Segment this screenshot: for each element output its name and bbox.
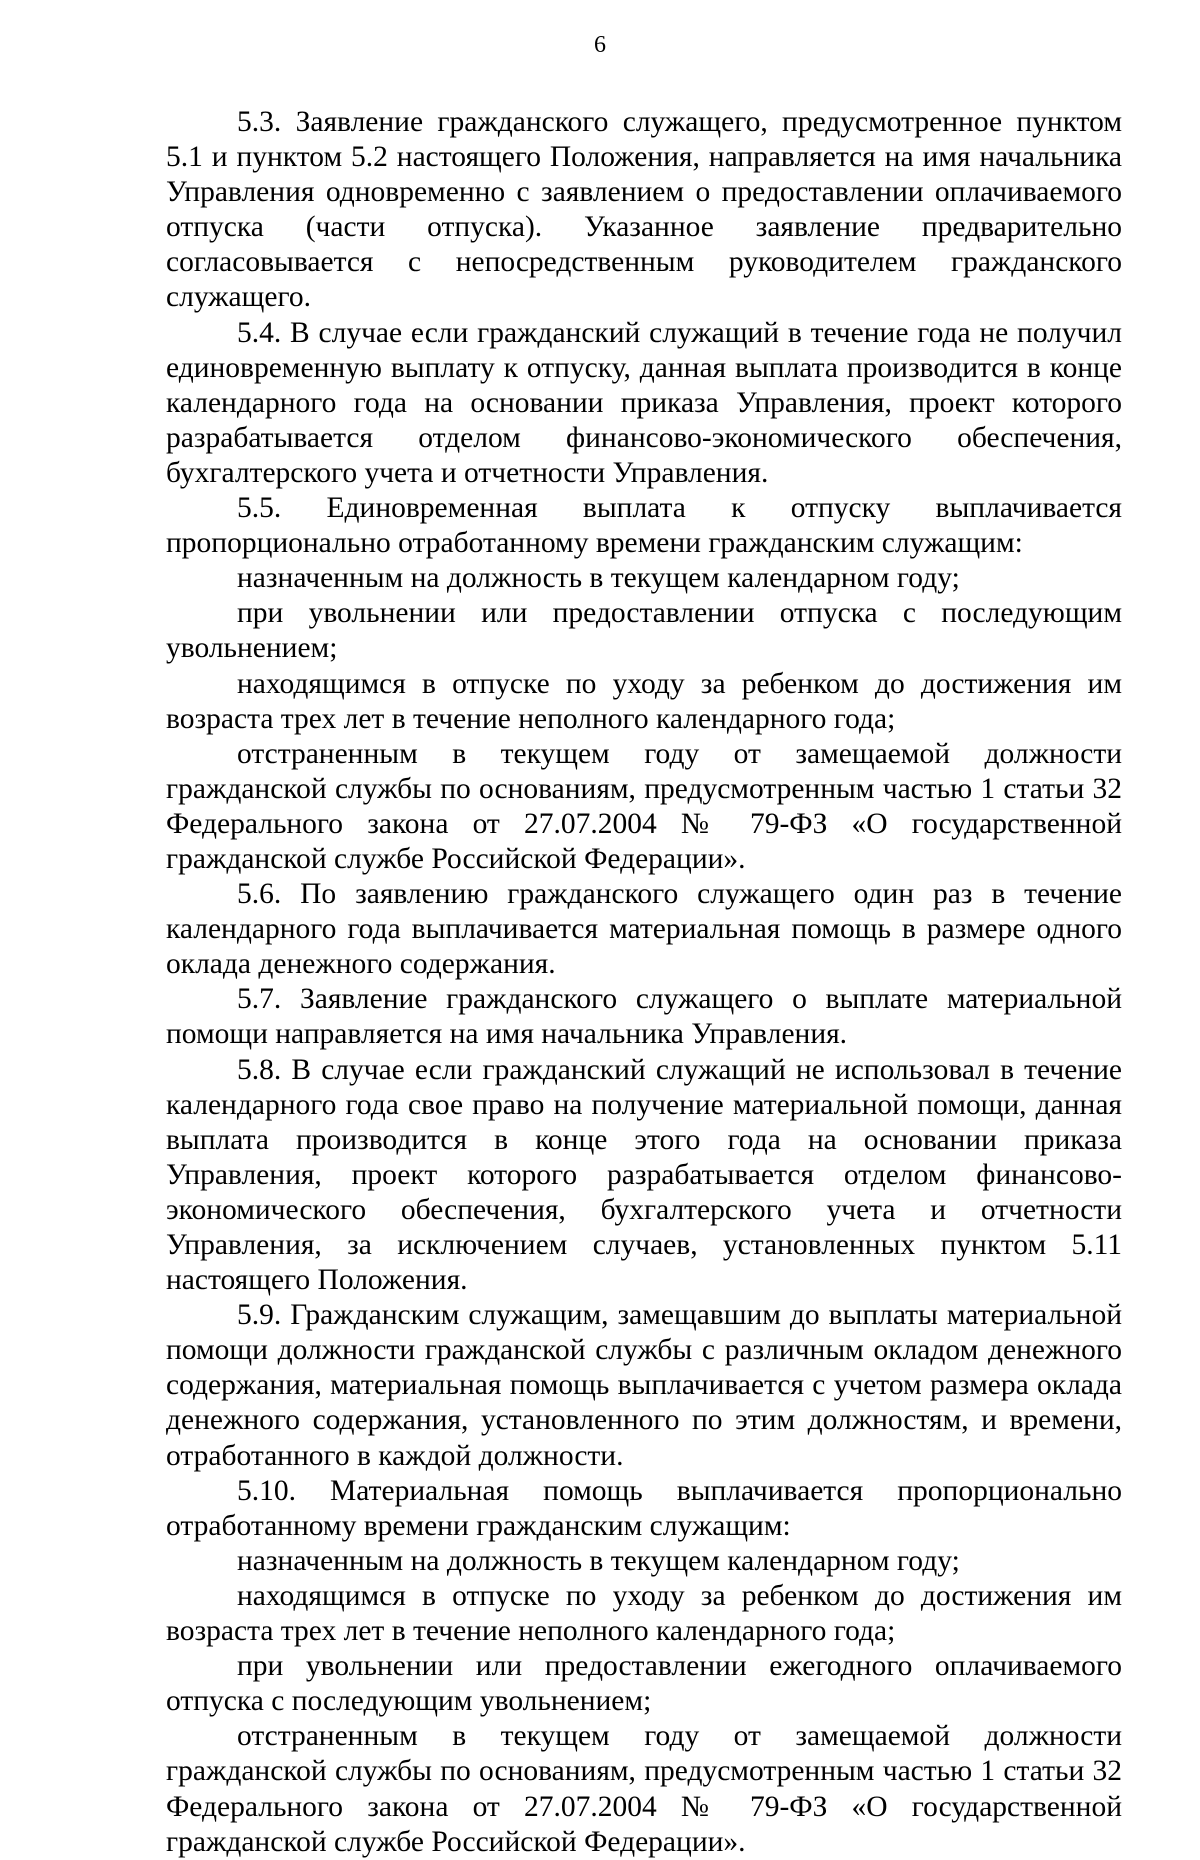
paragraph-5-5: 5.5. Единовременная выплата к отпуску выплачивается пропорционально отработанному времени гражданским служащим: (166, 492, 1122, 560)
list-item: при увольнении или предоставлении ежегодного оплачиваемого отпуска с последующим увольнением; (166, 1650, 1122, 1718)
paragraph-5-9: 5.9. Гражданским служащим, замещавшим до выплаты материальной помощи должности гражданской службы с различным окладом денежного содержания, материальная помощь выплачивается с учетом размера оклада денежного содержания, установленного по этим должностям, и времени, отработанного в каждой должности. (166, 1299, 1122, 1472)
paragraph-5-4: 5.4. В случае если гражданский служащий в течение года не получил единовременную выплату к отпуску, данная выплата производится в конце календарного года на основании приказа Управления, проект которого разрабатывается отделом финансово-экономического обеспечения, бухгалтерского учета и отчетности Управления. (166, 316, 1122, 489)
list-item: находящимся в отпуске по уходу за ребенком до достижения им возраста трех лет в течение неполного календарного года; (166, 1579, 1122, 1648)
paragraph-5-10: 5.10. Материальная помощь выплачивается пропорционально отработанному времени гражданским служащим: (166, 1474, 1122, 1542)
list-item: отстраненным в текущем году от замещаемой должности гражданской службы по основаниям, предусмотренным частью 1 статьи 32 Федерального закона от 27.07.2004 № 79-ФЗ «О государственной гражданской службе Российской Федерации». (166, 737, 1122, 875)
document-body (166, 105, 1122, 1860)
list-item: отстраненным в текущем году от замещаемой должности гражданской службы по основаниям, предусмотренным частью 1 статьи 32 Федерального закона от 27.07.2004 № 79-ФЗ «О государственной гражданской службе Российской Федерации». (166, 1720, 1122, 1858)
list-item: находящимся в отпуске по уходу за ребенком до достижения им возраста трех лет в течение неполного календарного года; (166, 667, 1122, 735)
paragraph-5-3: 5.3. Заявление гражданского служащего, предусмотренное пунктом 5.1 и пунктом 5.2 настоящего Положения, направляется на имя начальника Управления одновременно с заявлением о предоставлении оплачиваемого отпуска (части отпуска). Указанное заявление предварительно согласовывается с непосредственным руководителем гражданского служащего. (166, 106, 1122, 314)
list-item: назначенным на должность в текущем календарном году; (237, 562, 960, 595)
paragraph-5-7: 5.7. Заявление гражданского служащего о выплате материальной помощи направляется на имя начальника Управления. (166, 983, 1122, 1051)
list-item: назначенным на должность в текущем календарном году; (237, 1544, 960, 1577)
page-number: 6 (594, 32, 606, 58)
list-item: при увольнении или предоставлении отпуска с последующим увольнением; (166, 597, 1122, 665)
paragraph-5-6: 5.6. По заявлению гражданского служащего один раз в течение календарного года выплачивается материальная помощь в размере одного оклада денежного содержания. (166, 878, 1122, 981)
paragraph-5-8: 5.8. В случае если гражданский служащий не использовал в течение календарного года свое право на получение материальной помощи, данная выплата производится в конце этого года на основании приказа Управления, проект которого разрабатывается отделом финансово-экономического обеспечения, бухгалтерского учета и отчетности Управления, за исключением случаев, установленных пунктом 5.11 настоящего Положения. (166, 1053, 1122, 1297)
